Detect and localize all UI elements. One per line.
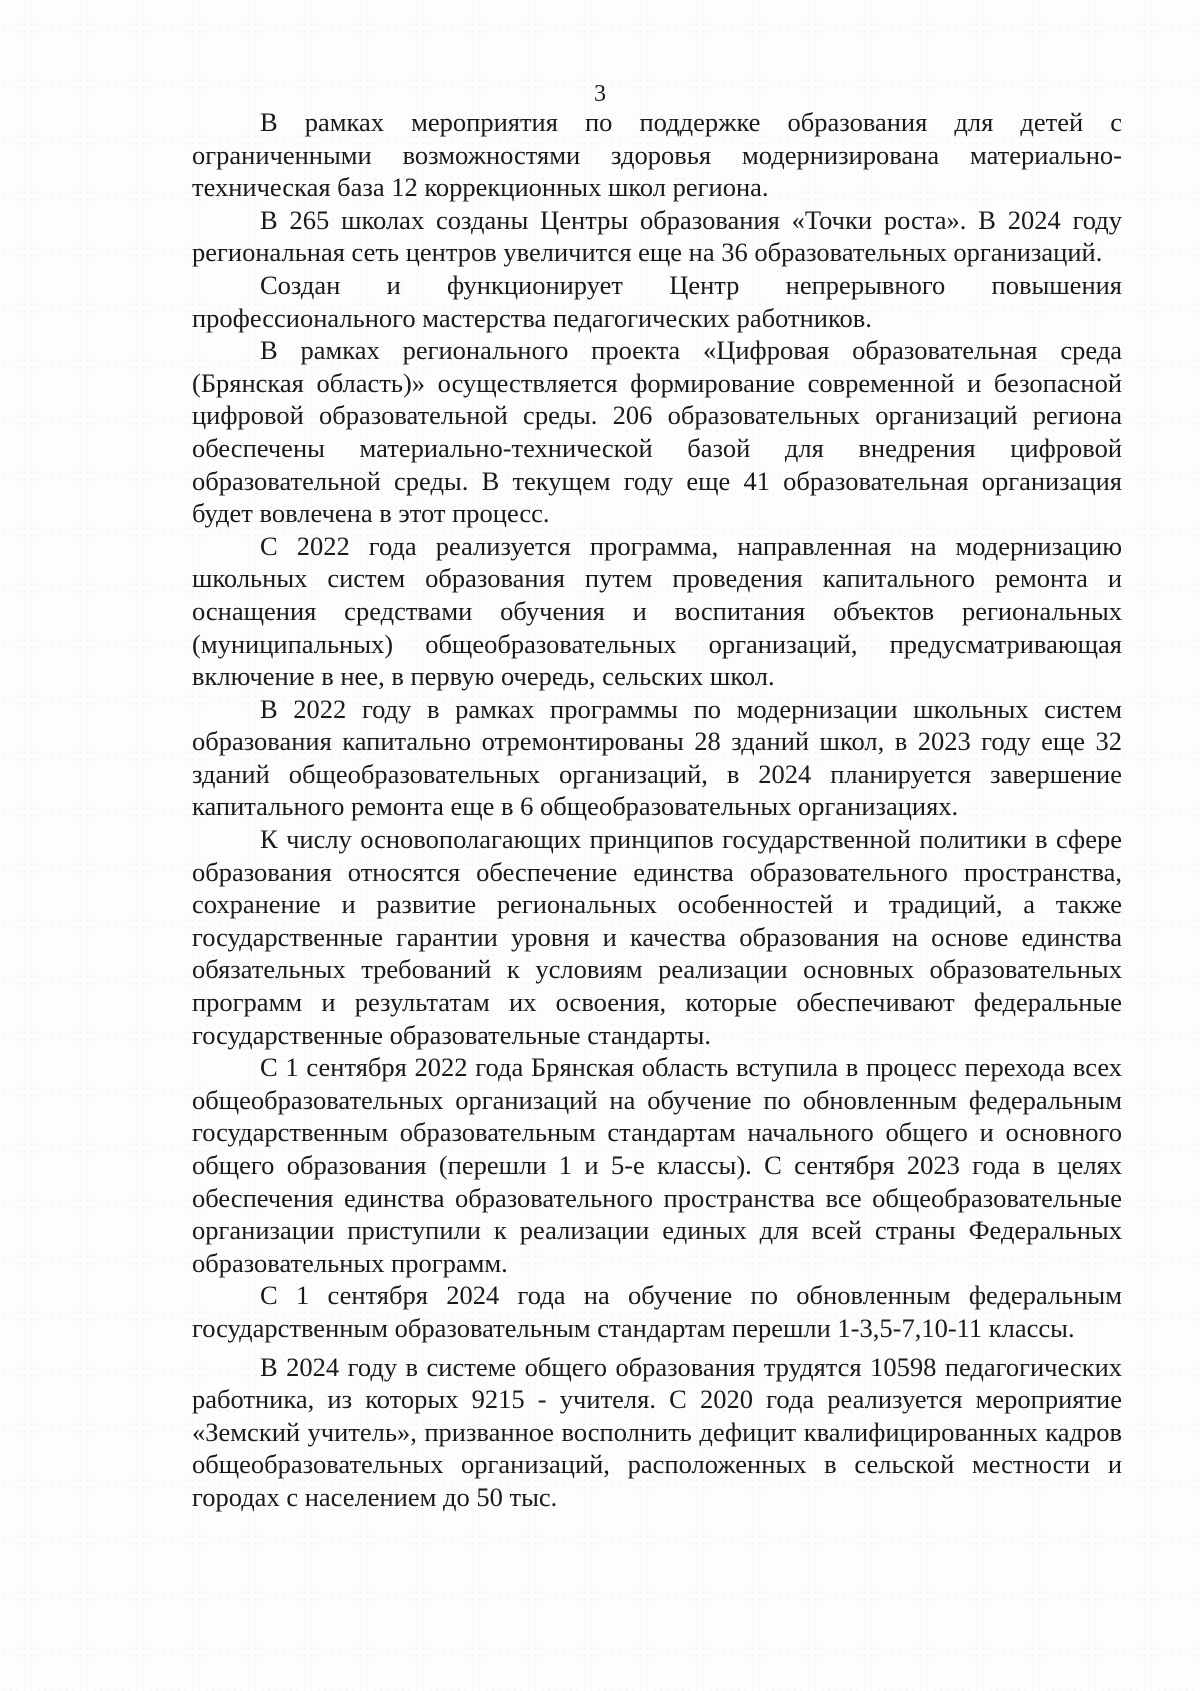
document-body <box>192 106 1122 1514</box>
paragraph-digital-environment: В рамках регионального проекта «Цифровая образовательная среда (Брянская область)» осуществляется формирование современной и безопасной цифровой образовательной среды. 206 образовательных организаций региона обеспечены материально-технической базой для внедрения цифровой образовательной среды. В текущем году еще 41 образовательная организация будет вовлечена в этот процесс. <box>192 335 1122 529</box>
paragraph-modernization-program: С 2022 года реализуется программа, направленная на модернизацию школьных систем образования путем проведения капитального ремонта и оснащения средствами обучения и воспитания объектов региональных (муниципальных) общеобразовательных организаций, предусматривающая включение в нее, в первую очередь, сельских школ. <box>192 530 1122 692</box>
paragraph-teaching-staff: В 2024 году в системе общего образования трудятся 10598 педагогических работника, из которых 9215 - учителя. С 2020 года реализуется мероприятие «Земский учитель», призванное восполнить дефицит квалифицированных кадров общеобразовательных организаций, расположенных в сельской местности и городах с населением до 50 тыс. <box>192 1351 1122 1512</box>
paragraph-growth-points: В 265 школах созданы Центры образования «Точки роста». В 2024 году региональная сеть центров увеличится еще на 36 образовательных организаций. <box>192 204 1122 268</box>
paragraph-standards-transition-2022: С 1 сентября 2022 года Брянская область вступила в процесс перехода всех общеобразовательных организаций на обучение по обновленным федеральным государственным образовательным стандартам начального общего и основного общего образования (перешли 1 и 5-е классы). С сентября 2023 года в целях обеспечения единства образовательного пространства все общеобразовательные организации приступили к реализации единых для всей страны Федеральных образовательных программ. <box>192 1052 1122 1278</box>
page-number: 3 <box>594 81 606 107</box>
paragraph-special-education: В рамках мероприятия по поддержке образования для детей с ограниченными возможностями здоровья модернизирована материально-техническая база 12 коррекционных школ региона. <box>192 107 1122 203</box>
paragraph-teacher-center: Создан и функционирует Центр непрерывного повышения профессионального мастерства педагогических работников. <box>192 269 1122 333</box>
paragraph-state-policy: К числу основополагающих принципов государственной политики в сфере образования относятся обеспечение единства образовательного пространства, сохранение и развитие региональных особенностей и традиций, а также государственные гарантии уровня и качества образования на основе единства обязательных требований к условиям реализации основных образовательных программ и результатам их освоения, которые обеспечивают федеральные государственные образовательные стандарты. <box>192 824 1122 1050</box>
paragraph-standards-transition-2024: С 1 сентября 2024 года на обучение по обновленным федеральным государственным образовательным стандартам перешли 1-3,5-7,10-11 классы. <box>192 1280 1122 1343</box>
paragraph-school-repairs: В 2022 году в рамках программы по модернизации школьных систем образования капитально отремонтированы 28 зданий школ, в 2023 году еще 32 зданий общеобразовательных организаций, в 2024 планируется завершение капитального ремонта еще в 6 общеобразовательных организациях. <box>192 693 1122 822</box>
